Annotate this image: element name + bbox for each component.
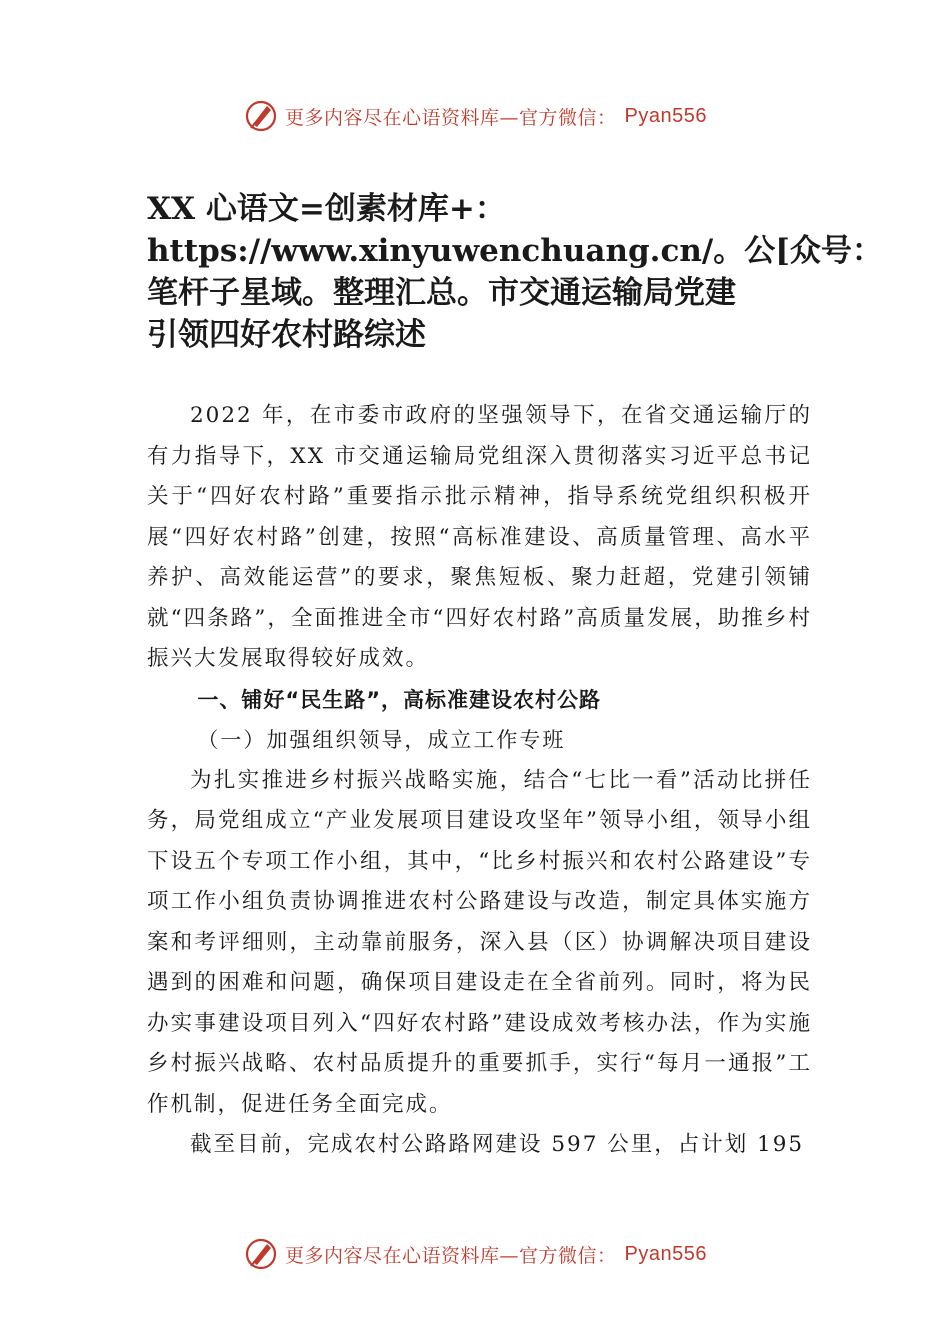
subsection-heading-1: （一）加强组织领导，成立工作专班 [197, 728, 566, 752]
document-body [147, 396, 812, 1166]
paragraph-intro: 2022 年，在市委市政府的坚强领导下，在省交通运输厅的有力指导下，XX 市交通运输局党组深入贯彻落实习近平总书记关于“四好农村路”重要指示批示精神，指导系统党组织积极开展“四好农村路”创建，按照“高标准建设、高质量管理、高水平养护、高效能运营”的要求，聚焦短板、聚力赶超，党建引领铺就“四条路”，全面推进全市“四好农村路”高质量发展，助推乡村振兴大发展取得较好成效。 [147, 403, 812, 671]
paragraph-progress: 截至目前，完成农村公路路网建设 597 公里，占计划 195 [190, 1132, 805, 1157]
title-line: 笔杆子星域。整理汇总。市交通运输局党建 [147, 275, 736, 311]
document-title [147, 188, 883, 356]
watermark-header [0, 96, 950, 136]
section-heading-1: 一、铺好“民生路”，高标准建设农村公路 [197, 687, 601, 712]
title-line: 引领四好农村路综述 [147, 317, 426, 353]
title-line: https://www.xinyuwenchuang.cn/。公[众号： [147, 233, 883, 269]
watermark-text: 更多内容尽在心语资料库—官方微信： [285, 1244, 617, 1267]
watermark-footer [0, 1234, 950, 1274]
watermark-handle: Pyan556 [624, 104, 707, 127]
title-line: XX 心语文=创素材库+： [147, 191, 506, 227]
pen-logo-icon [243, 98, 279, 134]
pen-logo-icon [243, 1236, 279, 1272]
watermark-text: 更多内容尽在心语资料库—官方微信： [285, 106, 617, 129]
paragraph-organization: 为扎实推进乡村振兴战略实施，结合“七比一看”活动比拼任务，局党组成立“产业发展项目建设攻坚年”领导小组，领导小组下设五个专项工作小组，其中，“比乡村振兴和农村公路建设”专项工作小组负责协调推进农村公路建设与改造，制定具体实施方案和考评细则，主动靠前服务，深入县（区）协调解决项目建设遇到的困难和问题，确保项目建设走在全省前列。同时，将为民办实事建设项目列入“四好农村路”建设成效考核办法，作为实施乡村振兴战略、农村品质提升的重要抓手，实行“每月一通报”工作机制，促进任务全面完成。 [147, 767, 812, 1117]
watermark-handle: Pyan556 [624, 1242, 707, 1265]
